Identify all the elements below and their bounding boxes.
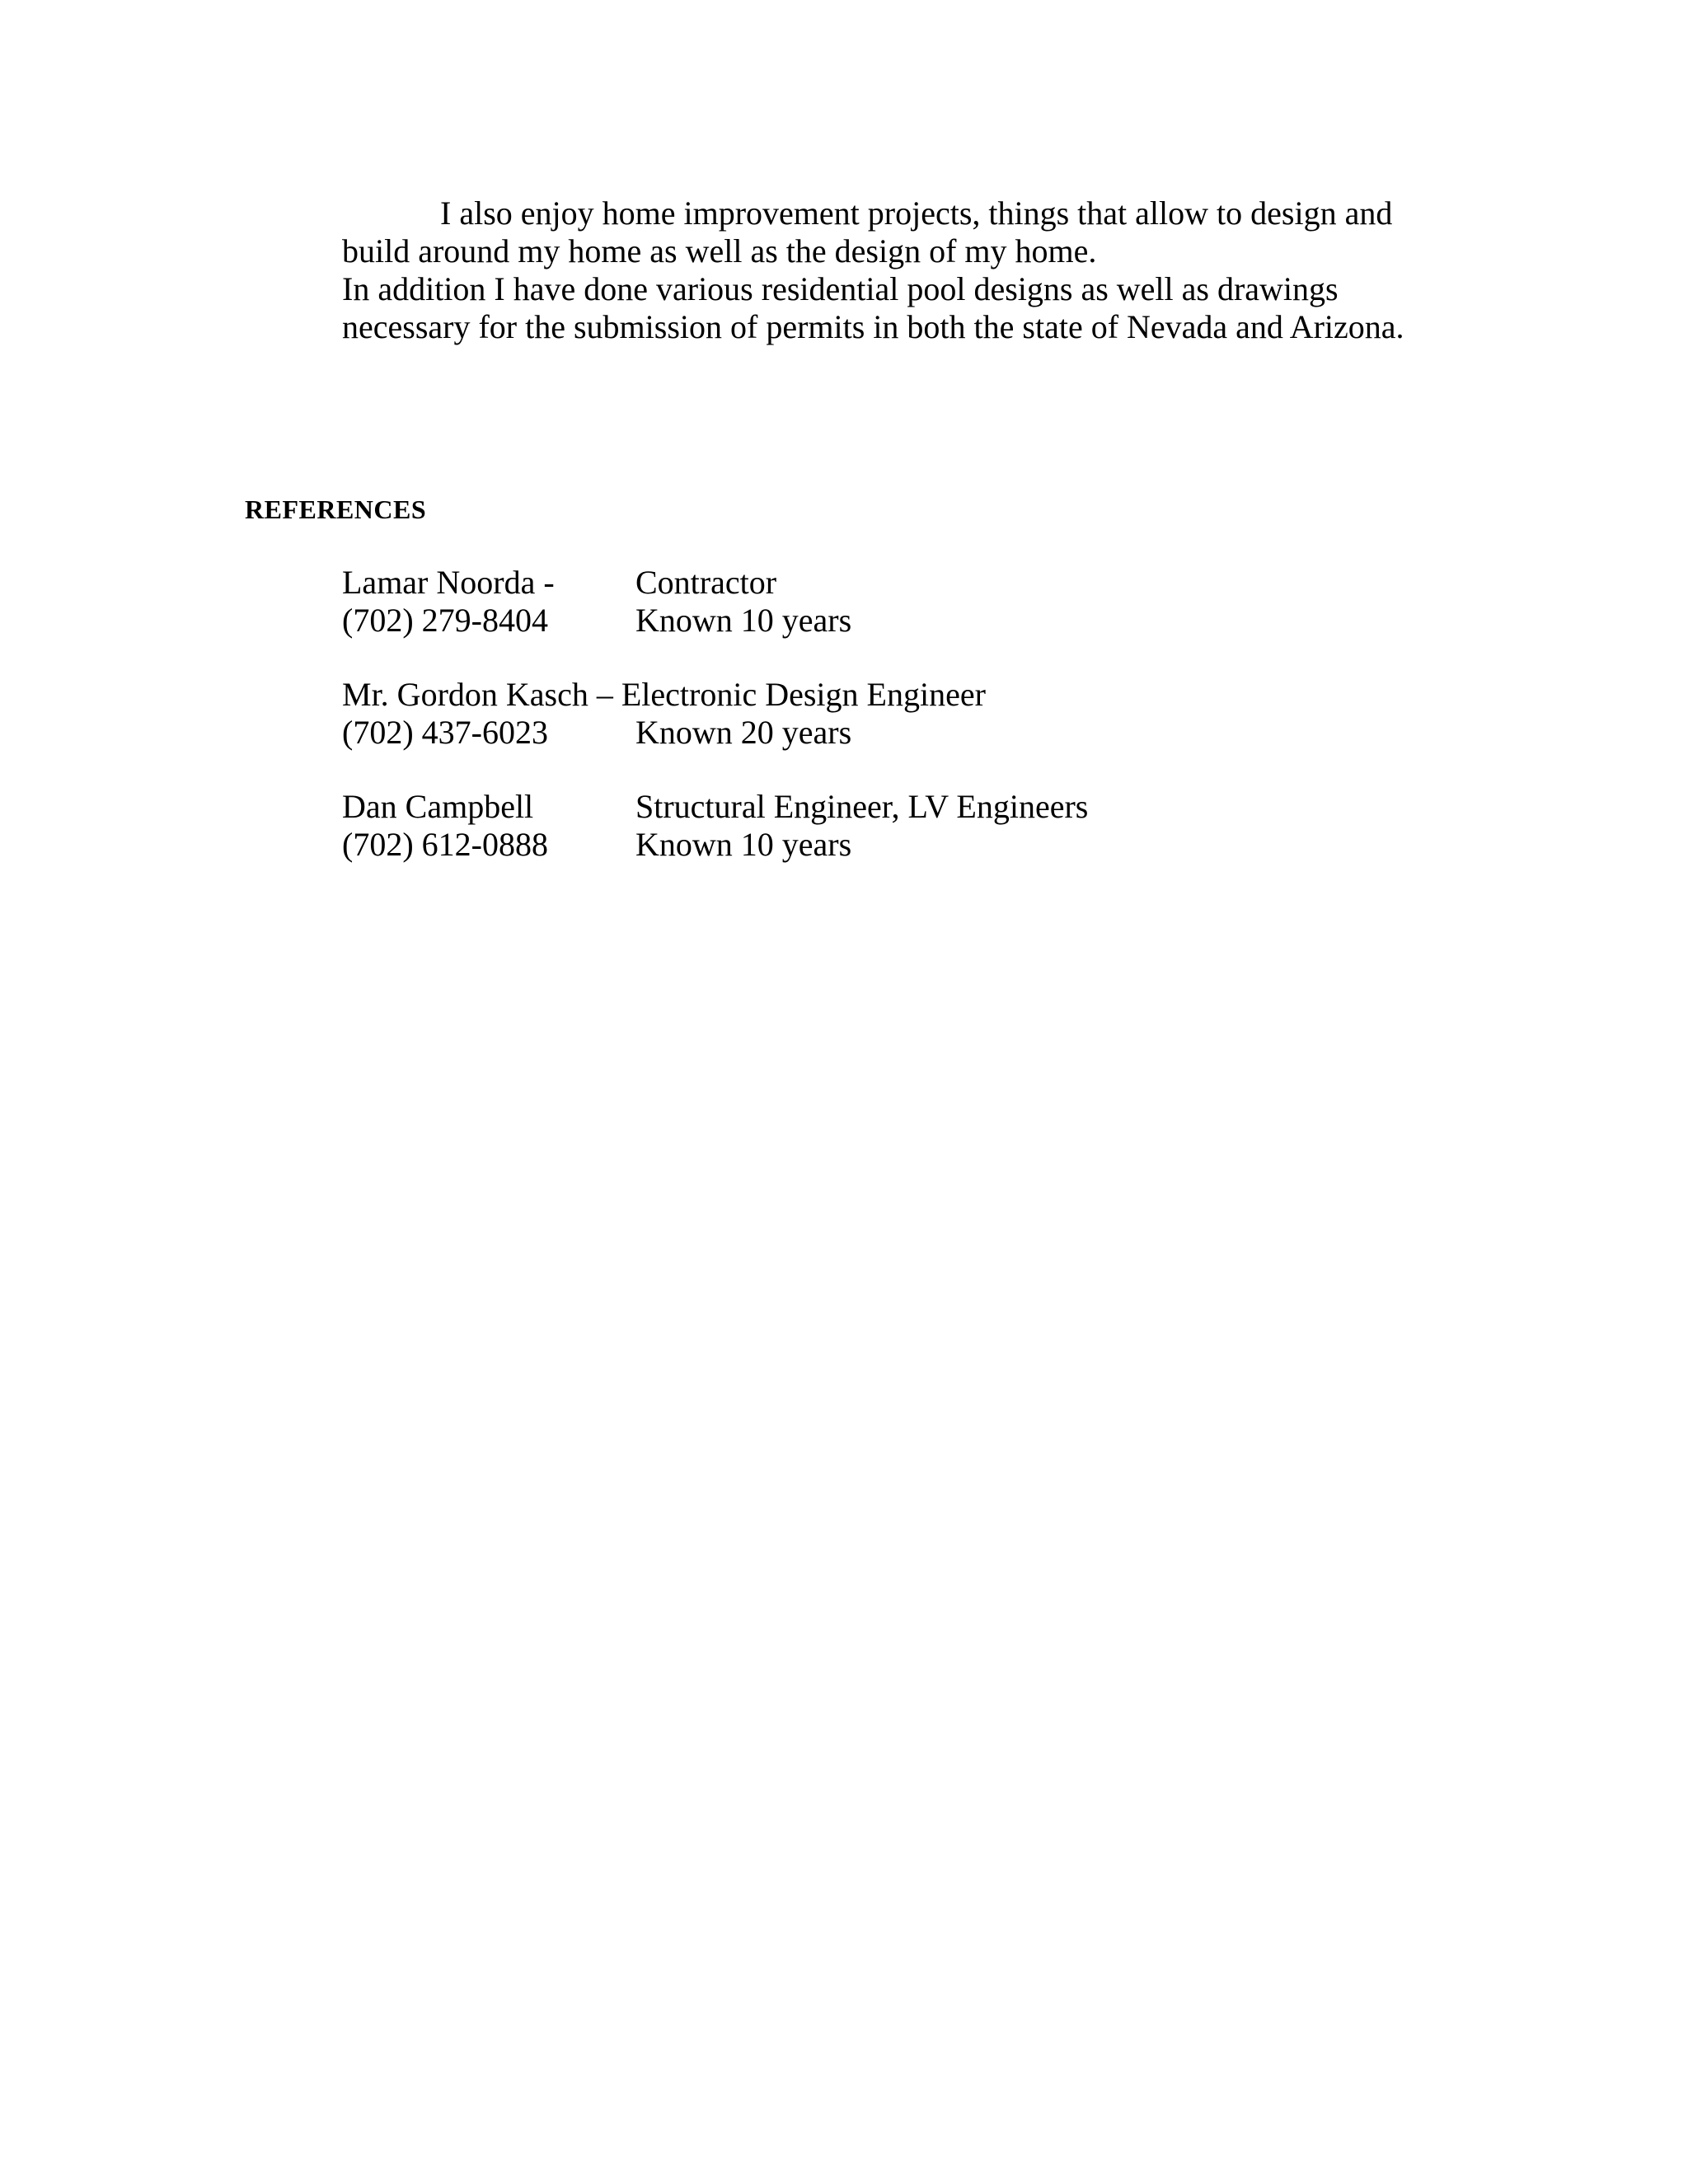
intro-paragraph xyxy=(342,194,1496,346)
reference-name-line: Mr. Gordon Kasch – Electronic Design Engineer xyxy=(342,676,986,713)
reference-phone: (702) 612-0888 xyxy=(342,826,548,863)
reference-known: Known 10 years xyxy=(635,602,852,639)
reference-role: Structural Engineer, LV Engineers xyxy=(635,788,1089,825)
reference-row xyxy=(342,676,1496,714)
intro-line: build around my home as well as the design of my home. xyxy=(342,232,1097,269)
reference-known: Known 10 years xyxy=(635,826,852,863)
reference-name: Lamar Noorda - xyxy=(342,564,555,601)
reference-row xyxy=(342,564,1496,602)
reference-phone: (702) 437-6023 xyxy=(342,714,548,751)
reference-entry xyxy=(342,676,1496,752)
intro-line: I also enjoy home improvement projects, things that allow to design and xyxy=(440,194,1393,232)
reference-entry xyxy=(342,564,1496,640)
reference-role: Contractor xyxy=(635,564,777,601)
intro-line: In addition I have done various residential pool designs as well as drawings xyxy=(342,270,1339,307)
reference-known: Known 20 years xyxy=(635,714,852,751)
intro-line: necessary for the submission of permits in both the state of Nevada and Arizona. xyxy=(342,308,1404,345)
references-list xyxy=(342,564,1496,900)
reference-row xyxy=(342,826,1496,864)
reference-entry xyxy=(342,788,1496,864)
reference-row xyxy=(342,602,1496,640)
reference-row xyxy=(342,714,1496,752)
reference-row xyxy=(342,788,1496,826)
reference-phone: (702) 279-8404 xyxy=(342,602,548,639)
reference-name: Dan Campbell xyxy=(342,788,534,825)
references-heading: REFERENCES xyxy=(245,494,427,524)
